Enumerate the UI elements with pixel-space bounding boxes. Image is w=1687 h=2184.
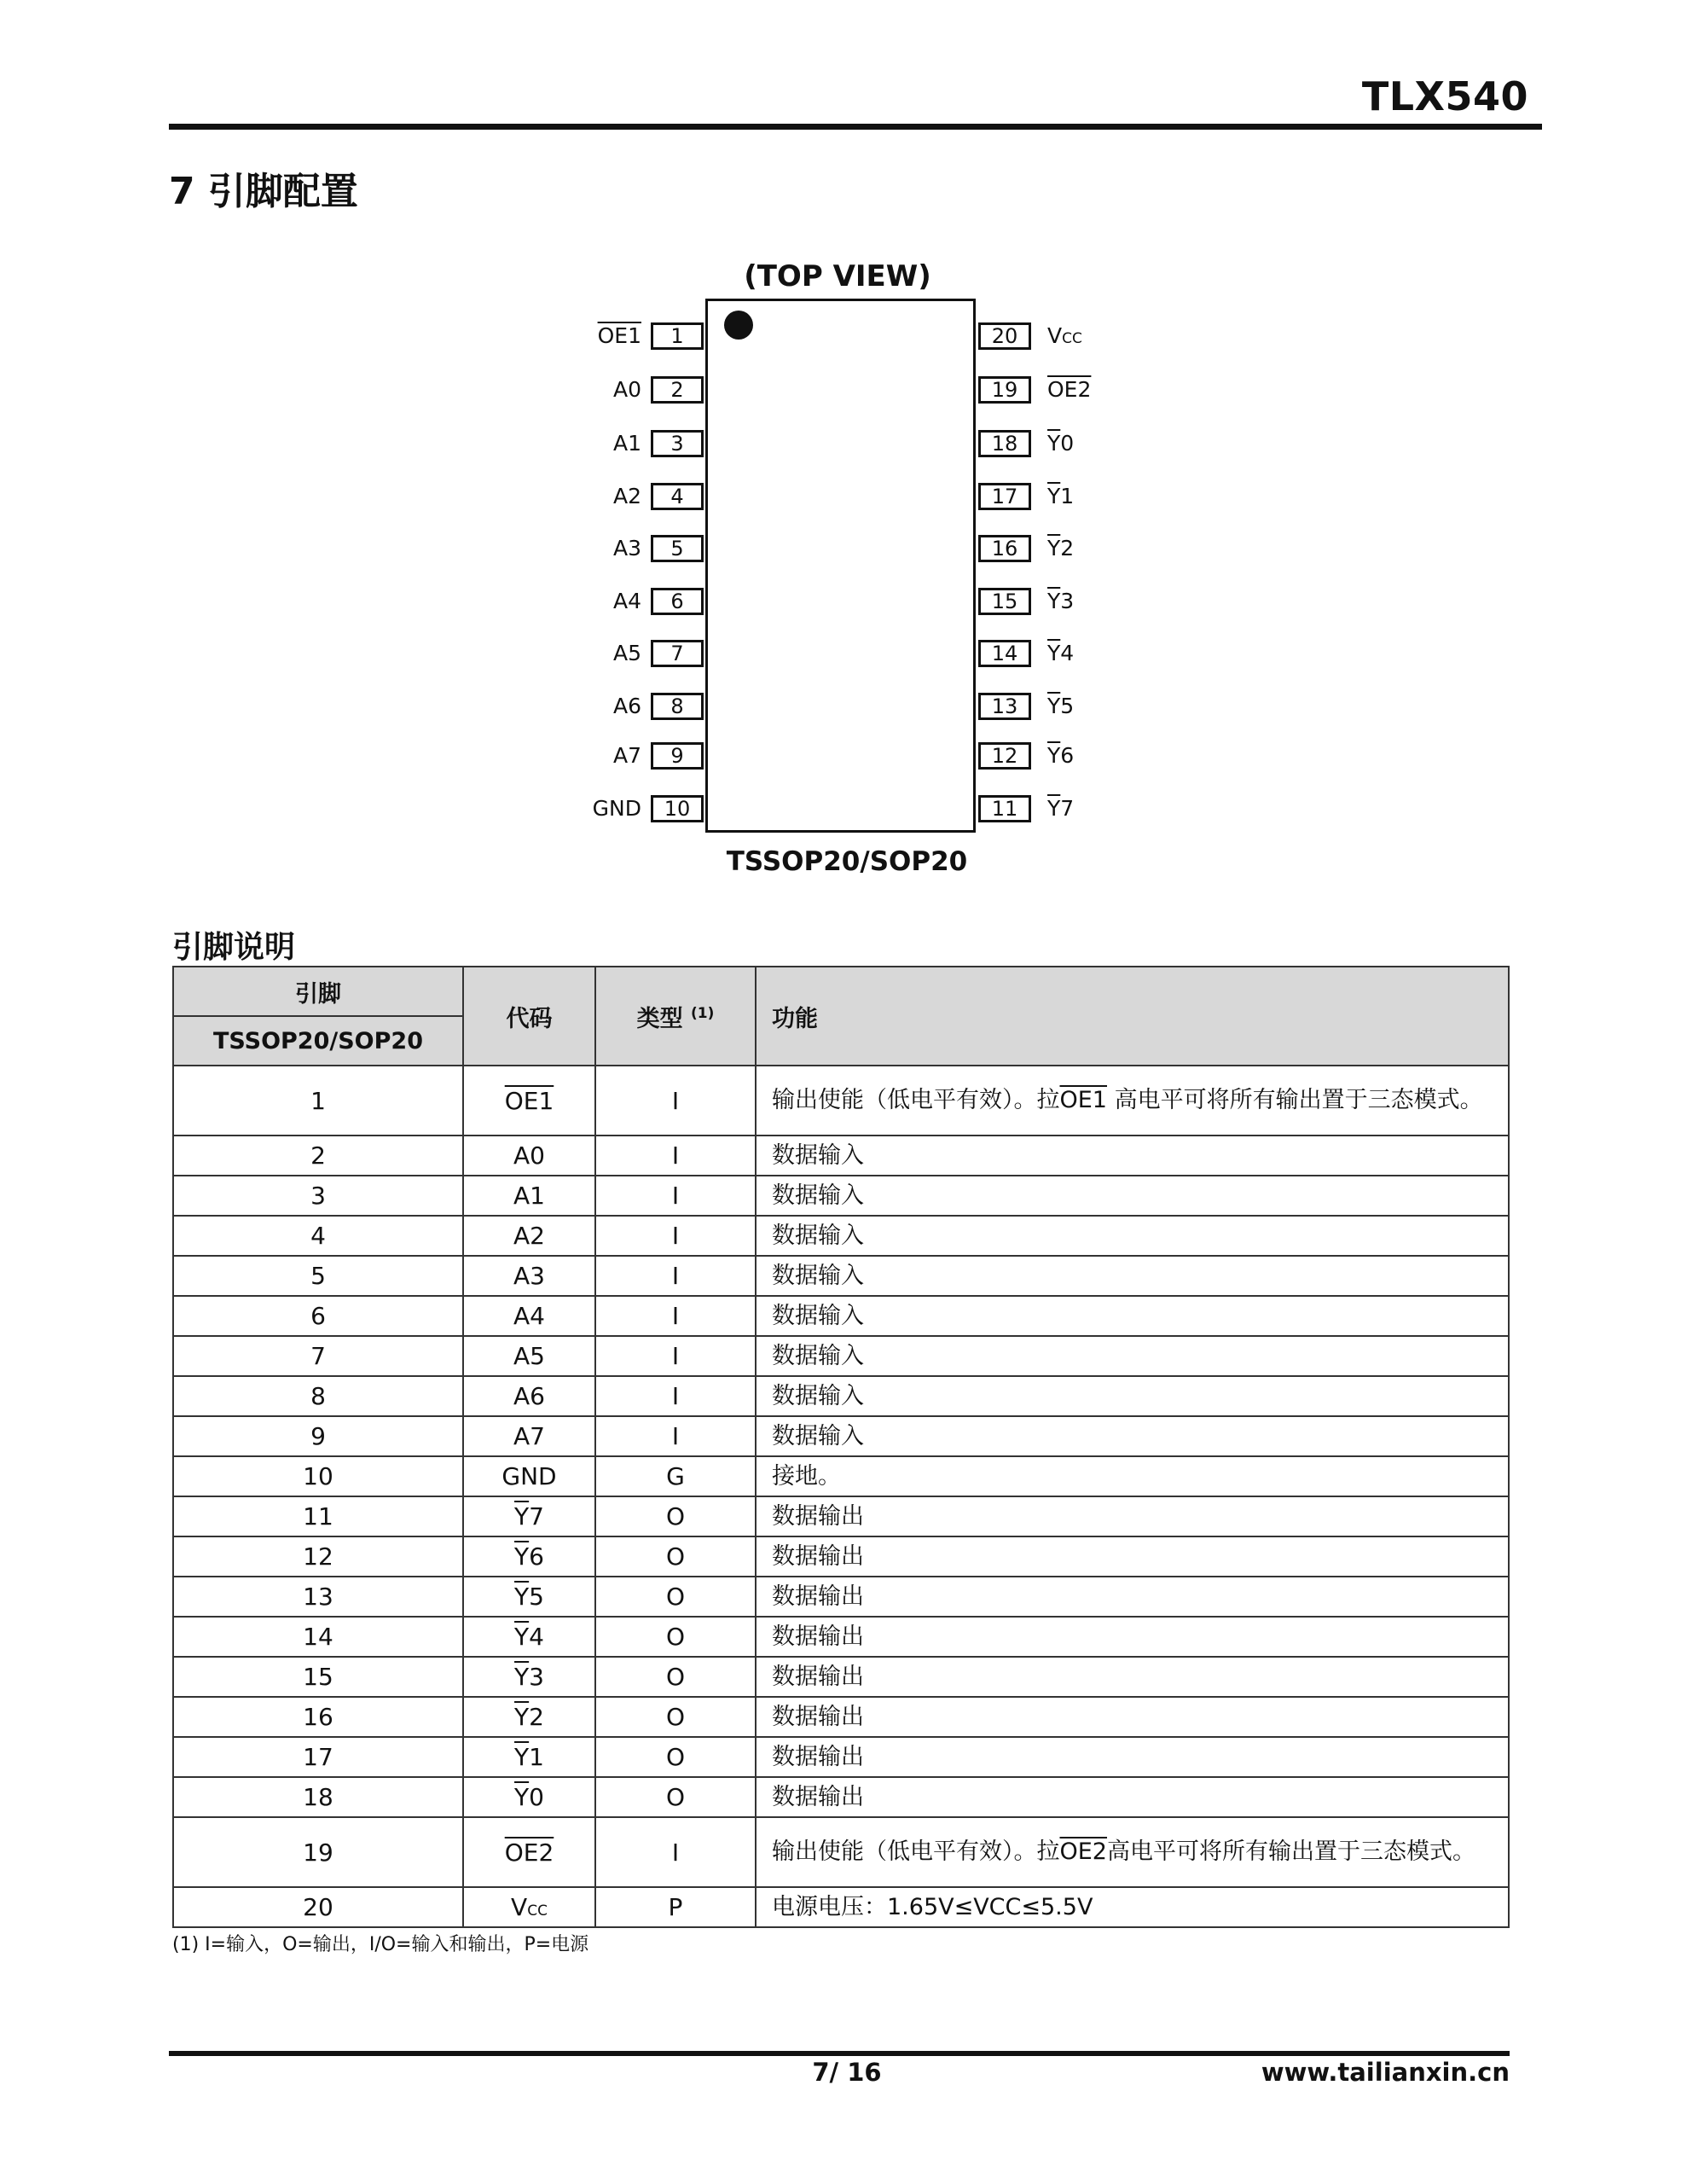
right-pin-number: 11 bbox=[978, 795, 1031, 822]
left-pin-number: 9 bbox=[651, 742, 704, 770]
table-row bbox=[173, 1536, 1509, 1577]
pin-number-cell: 1 bbox=[173, 1066, 463, 1136]
table-row bbox=[173, 1176, 1509, 1216]
table-row bbox=[173, 1256, 1509, 1296]
pin-function-cell: 数据输入 bbox=[756, 1176, 1509, 1216]
pin-function-cell: 输出使能（低电平有效）。拉OE1 高电平可将所有输出置于三态模式。 bbox=[756, 1066, 1509, 1136]
enable-signal-name: OE1 bbox=[1059, 1087, 1107, 1113]
pin-number-cell: 10 bbox=[173, 1456, 463, 1496]
package-label: TSSOP20/SOP20 bbox=[726, 846, 968, 877]
header-pin: 引脚 bbox=[173, 967, 463, 1016]
pin-function-cell: 数据输出 bbox=[756, 1697, 1509, 1737]
left-pin-name: GND bbox=[592, 796, 641, 821]
left-pin-number: 2 bbox=[651, 376, 704, 404]
header-title: TLX540 bbox=[1361, 73, 1528, 119]
pin-function-cell: 数据输入 bbox=[756, 1136, 1509, 1176]
pin-code-cell: A1 bbox=[463, 1176, 595, 1216]
left-pin-name: A0 bbox=[612, 377, 641, 402]
pin-type-cell: I bbox=[595, 1416, 756, 1456]
left-pin-name: A3 bbox=[612, 536, 641, 561]
pin-code-cell: OE1 bbox=[463, 1066, 595, 1136]
right-pin-number: 14 bbox=[978, 640, 1031, 667]
footnote: (1) I=输入，O=输出，I/O=输入和输出，P=电源 bbox=[172, 1934, 589, 1955]
website-url: www.tailianxin.cn bbox=[1261, 2058, 1510, 2087]
pin-function-cell: 数据输出 bbox=[756, 1777, 1509, 1817]
pin-code-cell: $\overline{Y}2$ bbox=[463, 1697, 595, 1737]
pin-code-cell: VCC bbox=[463, 1887, 595, 1927]
pin-code-cell: $\overline{Y}0$ bbox=[463, 1777, 595, 1817]
pin-type-cell: I bbox=[595, 1216, 756, 1256]
right-pin-number: 18 bbox=[978, 430, 1031, 457]
pin-code-cell: $\overline{Y}1$ bbox=[463, 1737, 595, 1777]
header-rule bbox=[169, 124, 1542, 130]
table-row bbox=[173, 1817, 1509, 1887]
pin-function-cell: 数据输入 bbox=[756, 1376, 1509, 1416]
pin-number-cell: 12 bbox=[173, 1536, 463, 1577]
left-pin-number: 4 bbox=[651, 483, 704, 510]
pin-function-cell: 数据输出 bbox=[756, 1617, 1509, 1657]
right-pin-number: 16 bbox=[978, 535, 1031, 562]
table-row bbox=[173, 1697, 1509, 1737]
pin-code-cell: A7 bbox=[463, 1416, 595, 1456]
pin-number-cell: 14 bbox=[173, 1617, 463, 1657]
left-pin-number: 5 bbox=[651, 535, 704, 562]
pin-function-cell: 接地。 bbox=[756, 1456, 1509, 1496]
table-row bbox=[173, 1617, 1509, 1657]
pin-type-cell: I bbox=[595, 1066, 756, 1136]
pin-code-cell: GND bbox=[463, 1456, 595, 1496]
pin-number-cell: 8 bbox=[173, 1376, 463, 1416]
pin1-marker-dot bbox=[724, 311, 753, 340]
section-title: 7 引脚配置 bbox=[169, 170, 358, 213]
table-row bbox=[173, 1376, 1509, 1416]
header-package: TSSOP20/SOP20 bbox=[173, 1016, 463, 1066]
pin-code-cell: $\overline{Y}4$ bbox=[463, 1617, 595, 1657]
table-row bbox=[173, 1066, 1509, 1136]
left-pin-name: A2 bbox=[612, 484, 641, 508]
right-pin-name: $\overline{Y}0$ bbox=[1047, 431, 1075, 456]
right-pin-name: $\overline{Y}7$ bbox=[1047, 796, 1075, 821]
pin-type-cell: P bbox=[595, 1887, 756, 1927]
pin-type-cell: O bbox=[595, 1777, 756, 1817]
pin-code-cell: $\overline{Y}3$ bbox=[463, 1657, 595, 1697]
pin-code-cell: A5 bbox=[463, 1336, 595, 1376]
right-pin-name: VCC bbox=[1047, 323, 1082, 348]
right-pin-number: 15 bbox=[978, 588, 1031, 615]
pin-number-cell: 20 bbox=[173, 1887, 463, 1927]
right-pin-number: 13 bbox=[978, 693, 1031, 720]
left-pin-number: 8 bbox=[651, 693, 704, 720]
table-row bbox=[173, 1456, 1509, 1496]
pin-number-cell: 11 bbox=[173, 1496, 463, 1536]
pin-type-cell: O bbox=[595, 1617, 756, 1657]
pin-type-cell: I bbox=[595, 1336, 756, 1376]
pin-number-cell: 19 bbox=[173, 1817, 463, 1887]
left-pin-name: A1 bbox=[612, 431, 641, 456]
right-pin-name: $\overline{Y}1$ bbox=[1047, 484, 1075, 508]
pin-number-cell: 6 bbox=[173, 1296, 463, 1336]
pin-code-cell: A4 bbox=[463, 1296, 595, 1336]
pin-function-cell: 数据输入 bbox=[756, 1296, 1509, 1336]
pin-number-cell: 16 bbox=[173, 1697, 463, 1737]
pin-type-cell: I bbox=[595, 1296, 756, 1336]
pin-number-cell: 7 bbox=[173, 1336, 463, 1376]
pin-function-cell: 数据输入 bbox=[756, 1256, 1509, 1296]
right-pin-number: 12 bbox=[978, 742, 1031, 770]
pin-type-cell: O bbox=[595, 1577, 756, 1617]
table-row bbox=[173, 1136, 1509, 1176]
table-row bbox=[173, 1296, 1509, 1336]
page-number: 7/ 16 bbox=[812, 2058, 882, 2087]
pin-code-cell: A0 bbox=[463, 1136, 595, 1176]
top-view-label: (TOP VIEW) bbox=[744, 259, 931, 293]
pin-function-cell: 数据输入 bbox=[756, 1336, 1509, 1376]
table-row bbox=[173, 1577, 1509, 1617]
pin-type-cell: I bbox=[595, 1376, 756, 1416]
pin-code-cell: $\overline{Y}5$ bbox=[463, 1577, 595, 1617]
vcc-subscript: CC bbox=[527, 1902, 548, 1920]
left-pin-name: A7 bbox=[612, 743, 641, 768]
pin-type-cell: I bbox=[595, 1176, 756, 1216]
pin-type-cell: I bbox=[595, 1136, 756, 1176]
right-pin-name: $\overline{Y}2$ bbox=[1047, 536, 1075, 561]
pin-code-cell: A2 bbox=[463, 1216, 595, 1256]
left-pin-name: A6 bbox=[612, 694, 641, 718]
pin-code-cell: $\overline{Y}7$ bbox=[463, 1496, 595, 1536]
table-row bbox=[173, 1336, 1509, 1376]
left-pin-number: 3 bbox=[651, 430, 704, 457]
ic-package-body bbox=[705, 299, 976, 833]
vcc-subscript: CC bbox=[1062, 330, 1082, 347]
pin-function-cell: 数据输入 bbox=[756, 1216, 1509, 1256]
table-row bbox=[173, 1887, 1509, 1927]
table-row bbox=[173, 1416, 1509, 1456]
pin-type-cell: O bbox=[595, 1737, 756, 1777]
pin-code-cell: $\overline{Y}6$ bbox=[463, 1536, 595, 1577]
pin-function-cell: 数据输出 bbox=[756, 1577, 1509, 1617]
pin-type-cell: O bbox=[595, 1697, 756, 1737]
footer-rule bbox=[169, 2051, 1510, 2056]
table-row bbox=[173, 1657, 1509, 1697]
pin-number-cell: 13 bbox=[173, 1577, 463, 1617]
pin-function-cell: 数据输出 bbox=[756, 1496, 1509, 1536]
right-pin-name: $\overline{Y}3$ bbox=[1047, 589, 1075, 613]
pin-function-cell: 电源电压：1.65V≤VCC≤5.5V bbox=[756, 1887, 1509, 1927]
right-pin-number: 20 bbox=[978, 322, 1031, 350]
pin-function-cell: 输出使能（低电平有效）。拉OE2高电平可将所有输出置于三态模式。 bbox=[756, 1817, 1509, 1887]
pin-function-cell: 数据输入 bbox=[756, 1416, 1509, 1456]
pin-type-cell: G bbox=[595, 1456, 756, 1496]
type-footnote-ref: (1) bbox=[691, 1004, 715, 1022]
pin-description-table bbox=[172, 966, 1510, 1928]
left-pin-name: A5 bbox=[612, 641, 641, 665]
pin-number-cell: 15 bbox=[173, 1657, 463, 1697]
pin-code-cell: OE2 bbox=[463, 1817, 595, 1887]
pin-type-cell: O bbox=[595, 1496, 756, 1536]
pin-type-cell: I bbox=[595, 1817, 756, 1887]
table-row bbox=[173, 1777, 1509, 1817]
table-row bbox=[173, 1496, 1509, 1536]
pin-number-cell: 5 bbox=[173, 1256, 463, 1296]
table-row bbox=[173, 1737, 1509, 1777]
pin-number-cell: 9 bbox=[173, 1416, 463, 1456]
pin-number-cell: 2 bbox=[173, 1136, 463, 1176]
pin-function-cell: 数据输出 bbox=[756, 1737, 1509, 1777]
pin-number-cell: 17 bbox=[173, 1737, 463, 1777]
header-function: 功能 bbox=[756, 967, 1509, 1066]
left-pin-number: 10 bbox=[651, 795, 704, 822]
left-pin-number: 6 bbox=[651, 588, 704, 615]
pin-number-cell: 18 bbox=[173, 1777, 463, 1817]
pin-type-cell: O bbox=[595, 1657, 756, 1697]
enable-signal-name: OE2 bbox=[1059, 1838, 1107, 1865]
pin-type-cell: I bbox=[595, 1256, 756, 1296]
pin-number-cell: 3 bbox=[173, 1176, 463, 1216]
left-pin-number: 7 bbox=[651, 640, 704, 667]
header-type: 类型 $^{(1)}$ bbox=[595, 967, 756, 1066]
pin-code-cell: A6 bbox=[463, 1376, 595, 1416]
header-code: 代码 bbox=[463, 967, 595, 1066]
left-pin-name: A4 bbox=[612, 589, 641, 613]
right-pin-number: 19 bbox=[978, 376, 1031, 404]
right-pin-number: 17 bbox=[978, 483, 1031, 510]
pin-code-cell: A3 bbox=[463, 1256, 595, 1296]
pin-type-cell: O bbox=[595, 1536, 756, 1577]
pin-table-body bbox=[173, 1066, 1509, 1927]
right-pin-name: $\overline{Y}5$ bbox=[1047, 694, 1075, 718]
right-pin-name: $\overline{Y}4$ bbox=[1047, 641, 1075, 665]
right-pin-name: $\overline{Y}6$ bbox=[1047, 743, 1075, 768]
left-pin-name: OE1 bbox=[597, 323, 641, 348]
pin-function-cell: 数据输出 bbox=[756, 1657, 1509, 1697]
right-pin-name: OE2 bbox=[1047, 377, 1092, 402]
pin-number-cell: 4 bbox=[173, 1216, 463, 1256]
table-row bbox=[173, 1216, 1509, 1256]
pin-table-title: 引脚说明 bbox=[172, 930, 296, 965]
pin-function-cell: 数据输出 bbox=[756, 1536, 1509, 1577]
left-pin-number: 1 bbox=[651, 322, 704, 350]
